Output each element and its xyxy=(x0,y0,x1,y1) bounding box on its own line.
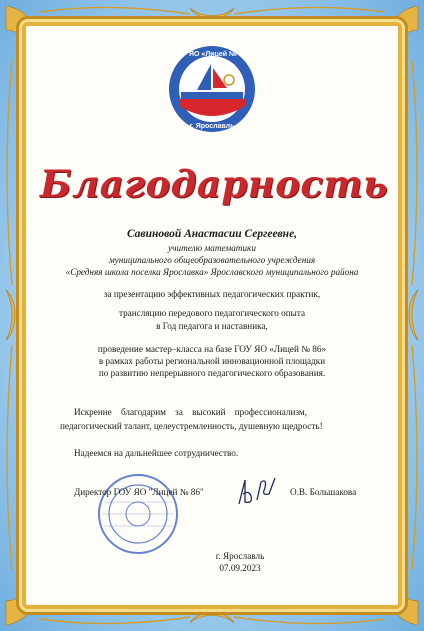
for-line-2: трансляцию передового педагогического опыта xyxy=(118,308,306,318)
city-line: г. Ярославль xyxy=(215,551,265,561)
event-line-1: проведение мастер–класса на базе ГОУ ЯО «Лицей № 86» xyxy=(97,344,327,354)
role-line-3: «Средняя школа поселка Ярославка» Ярославского муниципального района xyxy=(65,267,359,277)
for-line-3: в Год педагога и наставника, xyxy=(156,321,268,331)
thanks-line-2: педагогический талант, целеустремленность, душевную щедрость! xyxy=(60,421,323,431)
recipient-name: Савиновой Анастасии Сергеевне, xyxy=(126,228,298,240)
logo-ring-text: ГОУ ЯО «Лицей № 86» xyxy=(173,51,251,58)
for-line-1: за презентацию эффективных педагогических практик, xyxy=(103,289,321,299)
signature-icon xyxy=(235,474,279,510)
role-line-1: учителю математики xyxy=(168,243,256,253)
role-line-2: муниципального общеобразовательного учреждения xyxy=(108,255,316,265)
signatory-title: Директор ГОУ ЯО "Лицей № 86" xyxy=(74,487,204,497)
event-line-3: по развитию непрерывного педагогического образования. xyxy=(98,368,326,378)
certificate-content xyxy=(40,40,388,595)
seal-stamp-icon xyxy=(96,472,180,556)
thanks-line-1: Искренне благодарим за высокий профессионализм, xyxy=(74,407,307,417)
signatory-name: О.В. Большакова xyxy=(290,487,357,497)
event-line-2: в рамках работы региональной инновационной площадки xyxy=(98,356,326,366)
logo-city-text: г. Ярославль xyxy=(189,123,235,130)
hope-line: Надеемся на дальнейшее сотрудничество. xyxy=(74,448,239,458)
date-line: 07.09.2023 xyxy=(219,563,261,573)
certificate-title: Благодарность xyxy=(40,162,388,206)
school-logo-icon xyxy=(167,44,257,134)
